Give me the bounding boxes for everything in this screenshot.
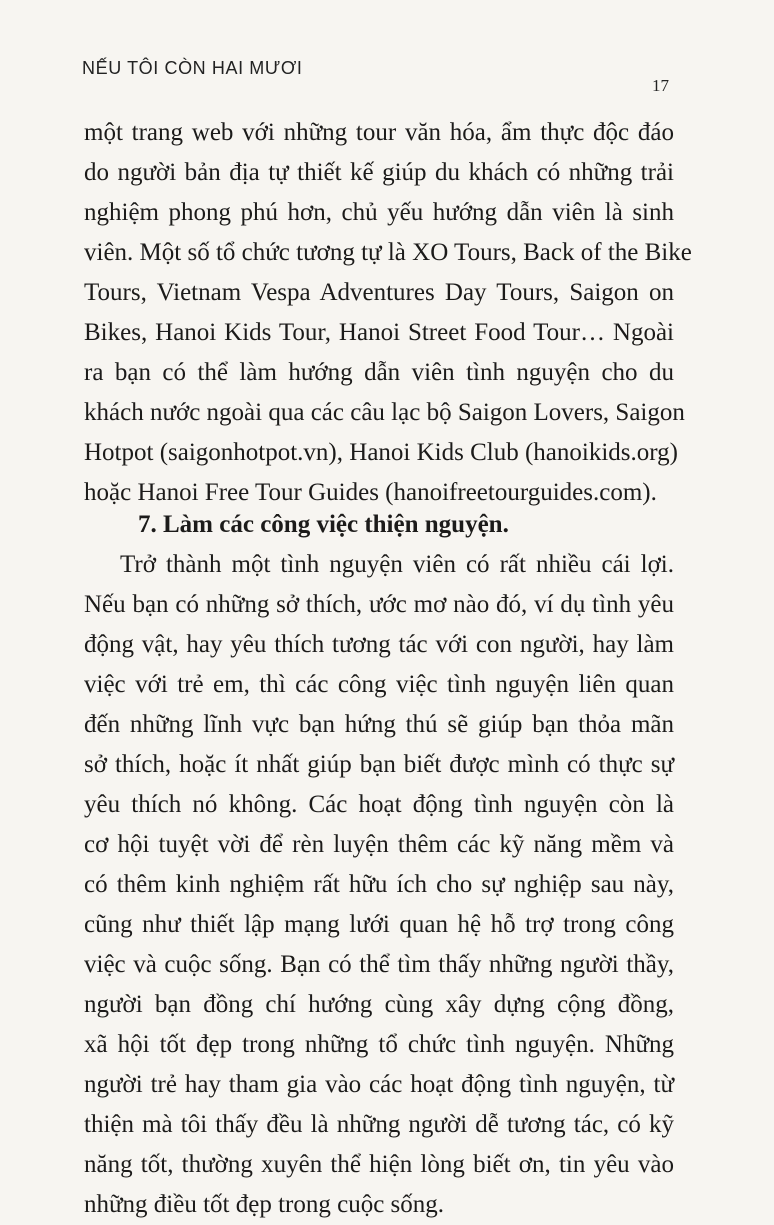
text-line: đến những lĩnh vực bạn hứng thú sẽ giúp bạn thỏa mãn xyxy=(84,711,674,738)
text-line: sở thích, hoặc ít nhất giúp bạn biết được mình có thực sự xyxy=(84,751,674,778)
text-line: Hotpot (saigonhotpot.vn), Hanoi Kids Club (hanoikids.org) xyxy=(84,439,678,466)
text-line: động vật, hay yêu thích tương tác với con người, hay làm xyxy=(84,631,674,658)
text-line: người trẻ hay tham gia vào các hoạt động tình nguyện, từ xyxy=(84,1071,674,1098)
text-line: thiện mà tôi thấy đều là những người dễ tương tác, có kỹ xyxy=(84,1111,674,1138)
text-line: cũng như thiết lập mạng lưới quan hệ hỗ trợ trong công xyxy=(84,911,674,938)
paragraph-charity-work xyxy=(84,545,674,1225)
text-line: người bạn đồng chí hướng cùng xây dựng cộng đồng, xyxy=(84,991,674,1018)
page-number: 17 xyxy=(652,76,669,95)
text-line: một trang web với những tour văn hóa, ẩm thực độc đáo xyxy=(84,119,674,146)
text-line: khách nước ngoài qua các câu lạc bộ Saigon Lovers, Saigon xyxy=(84,399,685,426)
text-line: việc với trẻ em, thì các công việc tình nguyện liên quan xyxy=(84,671,674,698)
text-line: có thêm kinh nghiệm rất hữu ích cho sự nghiệp sau này, xyxy=(84,871,674,898)
text-line: do người bản địa tự thiết kế giúp du khách có những trải xyxy=(84,159,674,186)
text-line: Trở thành một tình nguyện viên có rất nhiều cái lợi. xyxy=(120,551,674,578)
running-header-title: NẾU TÔI CÒN HAI MƯƠI xyxy=(82,58,303,78)
text-line: Tours, Vietnam Vespa Adventures Day Tours, Saigon on xyxy=(84,279,674,306)
text-line: việc và cuộc sống. Bạn có thể tìm thấy những người thầy, xyxy=(84,951,674,978)
text-line: năng tốt, thường xuyên thể hiện lòng biết ơn, tin yêu vào xyxy=(84,1151,674,1178)
text-line: Nếu bạn có những sở thích, ước mơ nào đó, ví dụ tình yêu xyxy=(84,591,674,618)
text-line: viên. Một số tổ chức tương tự là XO Tours, Back of the Bike xyxy=(84,239,692,266)
text-line: Bikes, Hanoi Kids Tour, Hanoi Street Food Tour… Ngoài xyxy=(84,319,674,346)
text-line: yêu thích nó không. Các hoạt động tình nguyện còn là xyxy=(84,791,674,818)
paragraph-volunteer-tours xyxy=(84,113,692,513)
text-line: ra bạn có thể làm hướng dẫn viên tình nguyện cho du xyxy=(84,359,674,386)
text-line: xã hội tốt đẹp trong những tổ chức tình nguyện. Những xyxy=(84,1031,674,1058)
text-line: hoặc Hanoi Free Tour Guides (hanoifreetourguides.com). xyxy=(84,479,657,506)
text-line: những điều tốt đẹp trong cuộc sống. xyxy=(84,1191,445,1218)
text-line: cơ hội tuyệt vời để rèn luyện thêm các kỹ năng mềm và xyxy=(84,831,674,858)
text-line: nghiệm phong phú hơn, chủ yếu hướng dẫn viên là sinh xyxy=(84,199,674,226)
section-heading: 7. Làm các công việc thiện nguyện. xyxy=(138,511,509,538)
